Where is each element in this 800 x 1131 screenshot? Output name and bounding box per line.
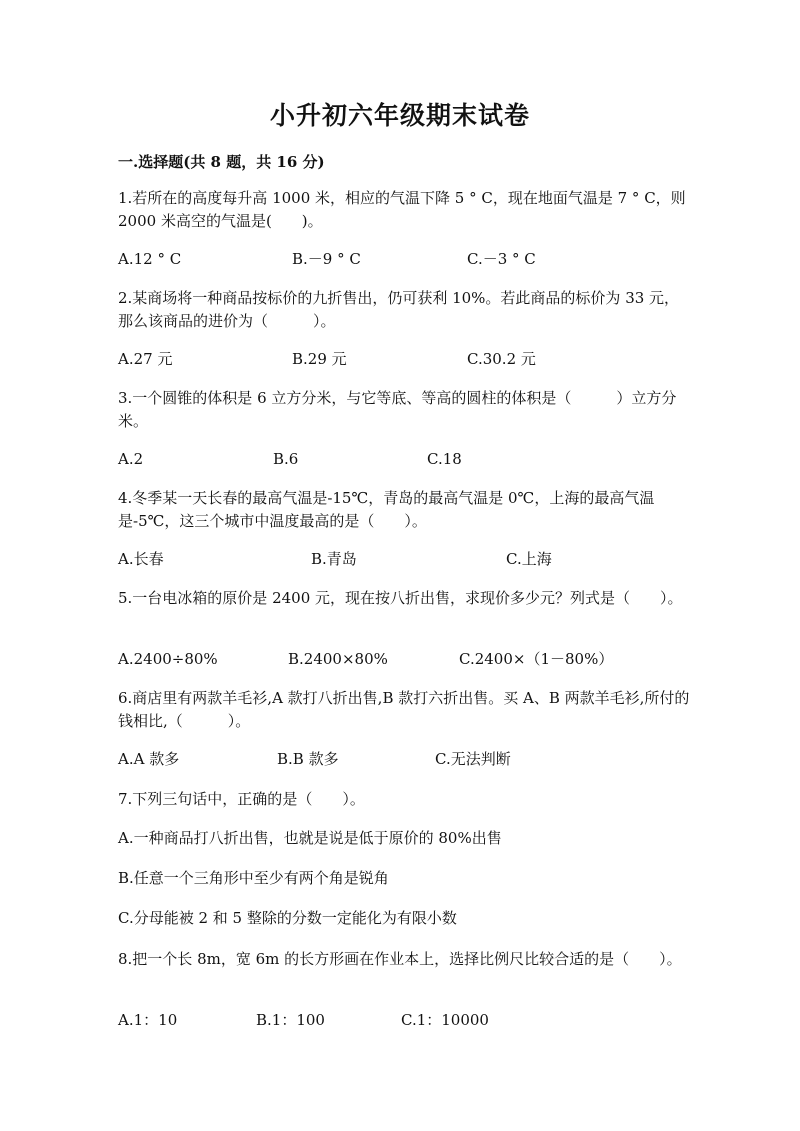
question-5-options: [118, 649, 718, 669]
question-7: 7.下列三句话中，正确的是（ ）。: [118, 790, 365, 808]
option-b[interactable]: B.－9 ° C: [292, 250, 361, 268]
option-c[interactable]: C.分母能被 2 和 5 整除的分数一定能化为有限小数: [118, 909, 457, 927]
question-2-options: [118, 349, 718, 369]
question-4: 4.冬季某一天长春的最高气温是-15℃，青岛的最高气温是 0℃，上海的最高气温是-5℃，这三个城市中温度最高的是（ ）。: [118, 489, 655, 530]
option-b[interactable]: B.29 元: [292, 350, 347, 368]
option-a[interactable]: A.2400÷80%: [118, 650, 218, 668]
option-c[interactable]: C.上海: [506, 550, 552, 568]
option-a[interactable]: A.12 ° C: [118, 250, 182, 268]
option-b[interactable]: B.1：100: [256, 1011, 325, 1029]
option-b[interactable]: B.任意一个三角形中至少有两个角是锐角: [118, 869, 389, 887]
question-3-options: [118, 449, 718, 469]
option-c[interactable]: C.2400×（1－80%）: [459, 650, 614, 668]
option-c[interactable]: C.18: [427, 450, 462, 468]
question-8-options: [118, 1010, 718, 1030]
option-c[interactable]: C.30.2 元: [467, 350, 536, 368]
option-c[interactable]: C.－3 ° C: [467, 250, 536, 268]
option-c[interactable]: C.1：10000: [401, 1011, 489, 1029]
option-b[interactable]: B.青岛: [311, 550, 357, 568]
option-b[interactable]: B.6: [273, 450, 299, 468]
option-c[interactable]: C.无法判断: [435, 750, 511, 768]
option-a[interactable]: A.2: [118, 450, 144, 468]
option-b[interactable]: B.2400×80%: [288, 650, 388, 668]
option-a[interactable]: A.长春: [118, 550, 164, 568]
option-a[interactable]: A.一种商品打八折出售，也就是说是低于原价的 80%出售: [118, 829, 502, 847]
option-a[interactable]: A.27 元: [118, 350, 173, 368]
question-1: 1.若所在的高度每升高 1000 米，相应的气温下降 5 ° C，现在地面气温是 7 ° C，则 2000 米高空的气温是( )。: [118, 189, 686, 230]
option-a[interactable]: A.A 款多: [118, 750, 180, 768]
question-1-options: [118, 249, 718, 269]
option-b[interactable]: B.B 款多: [277, 750, 339, 768]
page-title: 小升初六年级期末试卷: [269, 101, 530, 130]
question-8: 8.把一个长 8m，宽 6m 的长方形画在作业本上，选择比例尺比较合适的是（ ）。: [118, 950, 682, 968]
question-6: 6.商店里有两款羊毛衫,A 款打八折出售,B 款打六折出售。买 A、B 两款羊毛衫,所付的钱相比,（ ）。: [118, 689, 690, 730]
question-3: 3.一个圆锥的体积是 6 立方分米，与它等底、等高的圆柱的体积是（ ）立方分米。: [118, 389, 677, 430]
option-a[interactable]: A.1：10: [118, 1011, 178, 1029]
section-heading: 一.选择题(共 8 题，共 16 分): [118, 153, 325, 171]
question-2: 2.某商场将一种商品按标价的九折售出，仍可获利 10%。若此商品的标价为 33 元，那么该商品的进价为（ ）。: [118, 289, 680, 330]
question-6-options: [118, 749, 718, 769]
question-5: 5.一台电冰箱的原价是 2400 元，现在按八折出售，求现价多少元？列式是（ ）。: [118, 589, 683, 607]
question-4-options: [118, 549, 718, 569]
